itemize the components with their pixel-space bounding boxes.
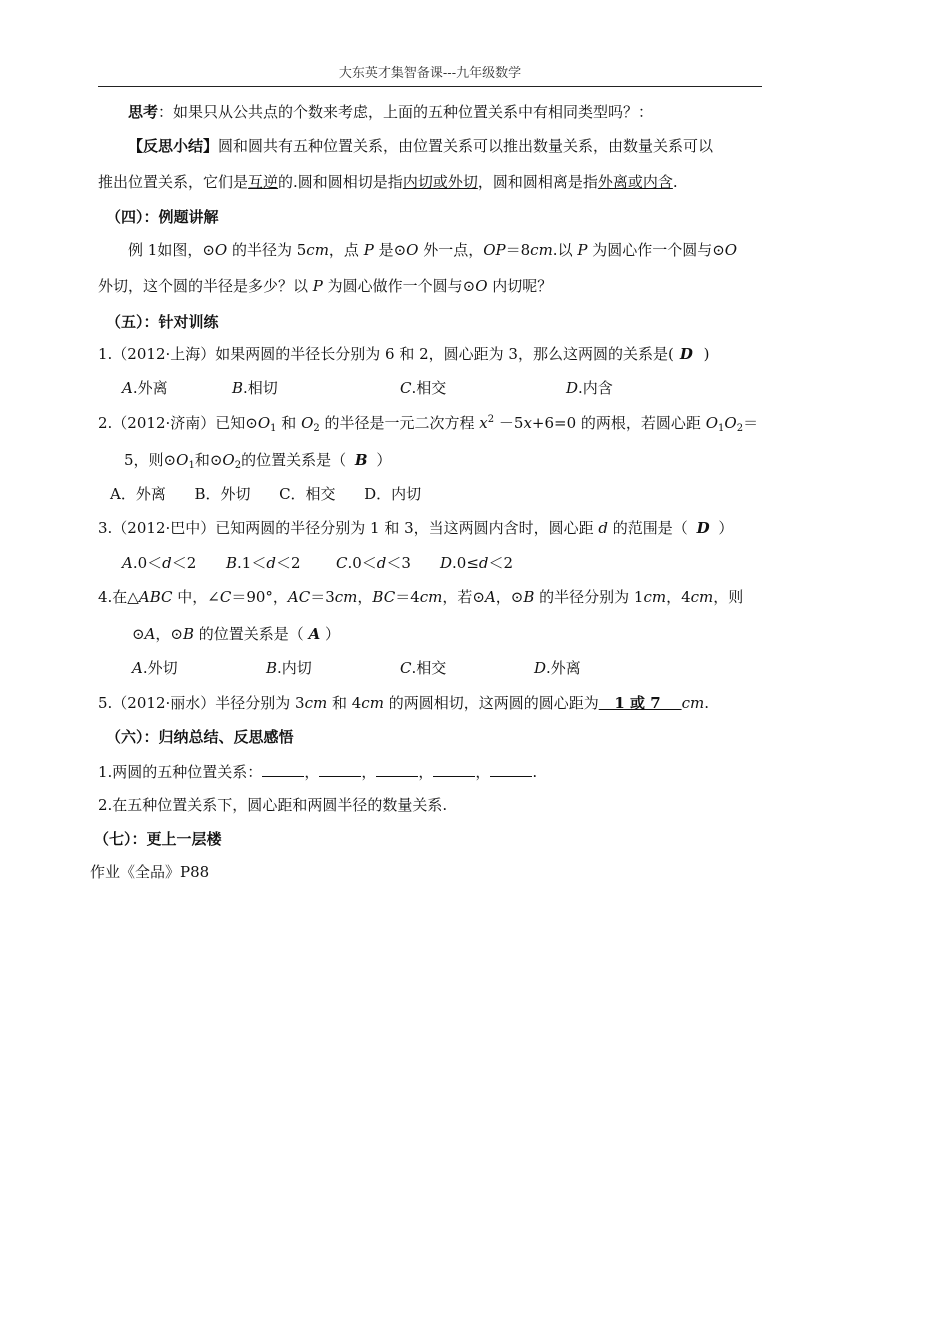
reflect-text-2c: ，圆和圆相离是指 xyxy=(477,173,598,191)
question-3-close: ） xyxy=(713,519,734,537)
question-4-text: ＝4 xyxy=(395,588,420,606)
var-o: O xyxy=(257,414,271,432)
question-4-text: ，则 xyxy=(713,588,744,606)
var-o: O xyxy=(724,414,737,432)
subscript: 1 xyxy=(718,423,725,434)
option-text: .外切 xyxy=(142,659,178,677)
unit-cm: cm xyxy=(530,241,553,259)
question-4-text: 的半径分别为 1 xyxy=(534,588,644,606)
var-o: O xyxy=(475,277,488,295)
question-2-text: 和⊙ xyxy=(194,451,223,469)
reflect-line-2 xyxy=(98,172,678,192)
think-text: ：如果只从公共点的个数来考虑，上面的五种位置关系中有相同类型吗？： xyxy=(158,103,654,121)
question-1-option-b xyxy=(232,378,278,398)
question-2-text: 和 xyxy=(276,414,302,432)
var-p: P xyxy=(312,277,323,295)
question-4-text: ＝90°， xyxy=(231,588,288,606)
question-3 xyxy=(98,518,733,538)
question-2-text: 5，则⊙ xyxy=(124,451,177,469)
question-2-answer: B xyxy=(354,451,368,469)
question-4-text: ，⊙ xyxy=(155,625,183,643)
option-text: .内含 xyxy=(578,379,613,397)
var-b: B xyxy=(523,588,535,606)
question-4-text: ，4 xyxy=(666,588,691,606)
option-text: .1＜ xyxy=(237,554,267,572)
separator: . xyxy=(532,763,538,781)
var-o: O xyxy=(176,451,189,469)
question-2-text: ＝ xyxy=(743,414,759,432)
var-d: d xyxy=(266,554,276,572)
subscript: 2 xyxy=(234,460,242,471)
option-letter: D xyxy=(534,659,547,677)
subscript: 1 xyxy=(270,423,277,434)
summary-text: 1.两圆的五种位置关系： xyxy=(98,763,263,781)
section-7-title: （七）：更上一层楼 xyxy=(94,830,222,848)
var-op: OP xyxy=(483,241,506,259)
separator: ， xyxy=(304,763,320,781)
superscript: 2 xyxy=(487,414,495,425)
option-text: .外离 xyxy=(546,659,581,677)
question-1-option-d xyxy=(566,378,613,398)
question-2-text: 的半径是一元二次方程 xyxy=(319,414,480,432)
option-letter: C xyxy=(336,554,348,572)
question-2-options: A．外离 B．外切 C．相交 D．内切 xyxy=(110,485,422,503)
unit-cm: cm xyxy=(681,694,705,712)
section-4-title: （四）：例题讲解 xyxy=(106,208,219,226)
option-text: ＜2 xyxy=(275,554,301,572)
example-text: 为圆心做作一个圆与⊙ xyxy=(322,277,476,295)
option-letter: A xyxy=(122,379,133,397)
question-4-option-a xyxy=(132,658,178,678)
reflect-text-2b: 的.圆和圆相切是指 xyxy=(278,173,403,191)
subscript: 2 xyxy=(313,423,320,434)
question-4-text: ，⊙ xyxy=(495,588,524,606)
question-2-text: 的位置关系是（ xyxy=(241,451,351,469)
question-4-text: ， xyxy=(357,588,373,606)
option-letter: D xyxy=(440,554,453,572)
summary-line-1 xyxy=(98,762,537,782)
homework: 作业《全品》P88 xyxy=(90,863,210,881)
var-d: d xyxy=(598,519,609,537)
think-label: 思考 xyxy=(128,103,159,121)
question-4-close: ） xyxy=(320,625,340,643)
option-letter: A xyxy=(122,554,133,572)
option-text: .相切 xyxy=(243,379,278,397)
var-o: O xyxy=(301,414,314,432)
section-6-title: （六）：归纳总结、反思感悟 xyxy=(106,728,294,746)
reflect-line-1 xyxy=(128,136,713,156)
example-text: 外一点， xyxy=(418,241,484,259)
option-letter: B xyxy=(266,659,278,677)
var-c: C xyxy=(219,588,232,606)
var-b: B xyxy=(183,625,195,643)
option-text: .外离 xyxy=(132,379,168,397)
example-text: ，点 xyxy=(328,241,364,259)
option-text: .相交 xyxy=(411,379,447,397)
question-5-text: 的两圆相切，这两圆的圆心距为 xyxy=(383,694,599,712)
question-2-text: 2.（2012·济南）已知⊙ xyxy=(98,414,258,432)
option-text: .0＜ xyxy=(347,554,377,572)
fill-blank[interactable] xyxy=(433,762,475,777)
question-4-text: ＝3 xyxy=(310,588,335,606)
question-2-close: ） xyxy=(371,451,392,469)
question-4-text: 的位置关系是（ xyxy=(194,625,309,643)
question-1-answer: D xyxy=(679,345,693,363)
question-3-option-b xyxy=(226,553,301,573)
question-4-line-2 xyxy=(132,624,340,644)
var-o: O xyxy=(724,241,738,259)
option-letter: B xyxy=(226,554,238,572)
question-4-answer: A xyxy=(308,625,321,643)
example-text: 外切，这个圆的半径是多少？以 xyxy=(98,277,313,295)
unit-cm: cm xyxy=(304,694,328,712)
reflect-text-2d: . xyxy=(672,173,678,191)
var-o: O xyxy=(222,451,235,469)
var-abc: ABC xyxy=(138,588,173,606)
question-1 xyxy=(98,344,709,364)
question-2-text: +6=0 的两根，若圆心距 xyxy=(531,414,706,432)
option-letter: B xyxy=(232,379,244,397)
reflect-text-2a: 推出位置关系，它们是 xyxy=(98,173,249,191)
example-text: 内切呢？ xyxy=(487,277,553,295)
question-4-text: 4.在△ xyxy=(98,588,139,606)
question-3-option-a xyxy=(122,553,196,573)
question-5-text: 和 4 xyxy=(327,694,362,712)
var-o: O xyxy=(705,414,718,432)
reflect-text-1: 圆和圆共有五种位置关系，由位置关系可以推出数量关系，由数量关系可以 xyxy=(218,137,714,155)
option-text: .0≤ xyxy=(452,554,479,572)
fill-blank[interactable] xyxy=(490,762,532,777)
example-text: 的半径为 5 xyxy=(227,241,307,259)
option-text: ＜3 xyxy=(386,554,411,572)
option-text: .内切 xyxy=(277,659,312,677)
separator: ， xyxy=(361,763,377,781)
unit-cm: cm xyxy=(334,588,358,606)
question-3-answer: D xyxy=(696,519,710,537)
answer-inverse: 互逆 xyxy=(248,173,279,191)
question-2-line-2 xyxy=(124,450,391,470)
question-3-option-c xyxy=(336,553,411,573)
answer-tangent: 内切或外切 xyxy=(402,173,478,191)
question-1-option-a xyxy=(122,378,168,398)
question-2-text: －5 xyxy=(494,414,524,432)
subscript: 1 xyxy=(188,460,195,471)
unit-cm: cm xyxy=(643,588,667,606)
var-x: x xyxy=(479,414,488,432)
question-2 xyxy=(98,413,758,433)
var-p: P xyxy=(577,241,588,259)
example-text: 是⊙ xyxy=(373,241,407,259)
var-d: d xyxy=(478,554,489,572)
unit-cm: cm xyxy=(361,694,384,712)
var-d: d xyxy=(162,554,172,572)
answer-separate: 外离或内含 xyxy=(597,173,673,191)
example-line-1 xyxy=(128,240,737,260)
fill-blank[interactable] xyxy=(262,762,304,777)
option-text: ＜2 xyxy=(488,554,514,572)
separator: ， xyxy=(418,763,434,781)
question-3-text: 的范围是（ xyxy=(608,519,693,537)
question-1-option-c xyxy=(400,378,446,398)
example-text: .以 xyxy=(552,241,578,259)
question-3-text: 3.（2012·巴中）已知两圆的半径分别为 1 和 3，当这两圆内含时，圆心距 xyxy=(98,519,599,537)
question-3-option-d xyxy=(440,553,513,573)
var-a: A xyxy=(484,588,496,606)
example-label: 例 1 xyxy=(128,241,158,259)
var-o: O xyxy=(406,241,419,259)
var-bc: BC xyxy=(372,588,396,606)
option-letter: A xyxy=(132,659,143,677)
example-line-2 xyxy=(98,276,552,296)
question-5-answer: 1 或 7 xyxy=(598,694,682,712)
question-1-close: ) xyxy=(698,345,710,363)
question-4-text: ⊙ xyxy=(132,625,145,643)
summary-line-2: 2.在五种位置关系下，圆心距和两圆半径的数量关系. xyxy=(98,796,448,814)
var-d: d xyxy=(376,554,387,572)
var-ac: AC xyxy=(287,588,311,606)
subscript: 2 xyxy=(736,423,744,434)
var-x: x xyxy=(523,414,532,432)
question-5-text: 5.（2012·丽水）半径分别为 3 xyxy=(98,694,305,712)
question-4-option-d xyxy=(534,658,581,678)
unit-cm: cm xyxy=(419,588,443,606)
var-p: P xyxy=(363,241,374,259)
question-5 xyxy=(98,693,709,713)
example-text: ＝8 xyxy=(505,241,531,259)
question-4 xyxy=(98,587,743,607)
question-4-option-b xyxy=(266,658,312,678)
question-4-text: 中，∠ xyxy=(172,588,220,606)
var-a: A xyxy=(144,625,156,643)
unit-cm: cm xyxy=(306,241,329,259)
fill-blank[interactable] xyxy=(376,762,418,777)
question-4-option-c xyxy=(400,658,446,678)
question-1-text: 1.（2012·上海）如果两圆的半径长分别为 6 和 2，圆心距为 3，那么这两圆的关系是( xyxy=(98,345,674,363)
page-header: 大东英才集智备课---九年级数学 xyxy=(98,66,762,87)
fill-blank[interactable] xyxy=(319,762,361,777)
option-letter: C xyxy=(400,659,412,677)
unit-cm: cm xyxy=(690,588,714,606)
option-text: .0＜ xyxy=(132,554,163,572)
example-text: 如图，⊙ xyxy=(157,241,215,259)
example-text: 为圆心作一个圆与⊙ xyxy=(587,241,725,259)
var-o: O xyxy=(214,241,228,259)
reflect-label: 【反思小结】 xyxy=(128,137,219,155)
option-text: .相交 xyxy=(411,659,447,677)
option-letter: D xyxy=(566,379,579,397)
think-line xyxy=(128,102,653,122)
option-text: ＜2 xyxy=(171,554,197,572)
option-letter: C xyxy=(400,379,412,397)
separator: ， xyxy=(475,763,491,781)
section-5-title: （五）：针对训练 xyxy=(106,313,219,331)
question-4-text: ，若⊙ xyxy=(442,588,485,606)
question-5-text: . xyxy=(704,694,709,712)
